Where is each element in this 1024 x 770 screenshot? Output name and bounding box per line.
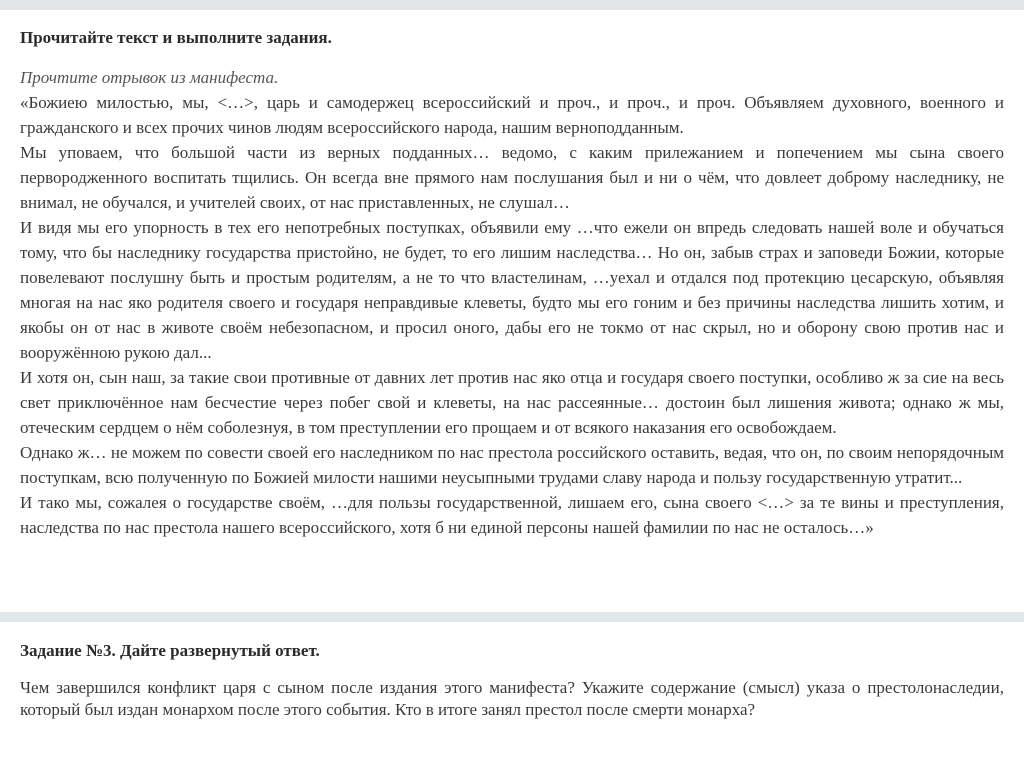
manifesto-paragraph: «Божиею милостью, мы, <…>, царь и самодержец всероссийский и проч., и проч., и проч. Объявляем духовного, военного и гражданского и всех прочих чинов людям всероссийского народа, нашим верноподданным. xyxy=(20,93,1004,137)
manifesto-paragraph: И видя мы его упорность в тех его непотребных поступках, объявили ему …что ежели он впредь следовать нашей воле и обучаться тому, что бы наследнику государства пристойно, не будет, то его лишим наследства… Но он, забыв страх и заповеди Божии, которые повелевают послушну быть и простым родителям, а не то что властелинам, …уехал и отдался под протекцию цесарскую, объявляя многая на нас яко родителя своего и государя неправдивые клеветы, будто мы его гоним и без причины наследства лишить хотим, и якобы он от нас в животе своём небезопасном, и просил оного, дабы его не токмо от нас скрыл, но и оборону свою против нас и вооружённою рукою дал... xyxy=(20,218,1004,362)
section-divider xyxy=(0,612,1024,622)
task-question: Чем завершился конфликт царя с сыном после издания этого манифеста? Укажите содержание (смысл) указа о престолонаследии, который был издан монархом после этого события. Кто в итоге занял престол после смерти монарха? xyxy=(20,678,1004,719)
task-title: Задание №3. Дайте развернутый ответ. xyxy=(20,641,320,660)
task-section xyxy=(0,622,1024,721)
manifesto-paragraph: Мы уповаем, что большой части из верных подданных… ведомо, с каким прилежанием и попечением мы сына своего первородженного воспитать тщились. Он всегда вне прямого нам послушания был и ни о чём, что довлеет доброму наследнику, не внимал, не обучался, и учителей своих, от нас приставленных, не слушал… xyxy=(20,143,1004,212)
top-divider xyxy=(0,0,1024,10)
manifesto-paragraph: И тако мы, сожалея о государстве своём, …для пользы государственной, лишаем его, сына своего <…> за те вины и преступления, наследства по нас престола нашего всероссийского, хотя б ни единой персоны нашей фамилии по нас не осталось…» xyxy=(20,493,1004,537)
manifesto-paragraph: И хотя он, сын наш, за такие свои противные от давних лет против нас яко отца и государя своего поступки, особливо ж за сие на весь свет приключённое нам бесчестие через побег свой и клеветы, на нас рассеянные… достоин был лишения живота; однако ж мы, отеческим сердцем о нём соболезнуя, в том преступлении его прощаем и от всякого наказания его освобождаем. xyxy=(20,368,1004,437)
reading-title: Прочитайте текст и выполните задания. xyxy=(20,28,332,47)
reading-intro: Прочтите отрывок из манифеста. xyxy=(20,68,279,87)
manifesto-paragraph: Однако ж… не можем по совести своей его наследником по нас престола российского оставить, ведая, что он, по своим непорядочным поступкам, всю полученную по Божией милости нашими неусыпными трудами славу народа и пользу государственную утратит... xyxy=(20,443,1004,487)
reading-section xyxy=(0,10,1024,612)
